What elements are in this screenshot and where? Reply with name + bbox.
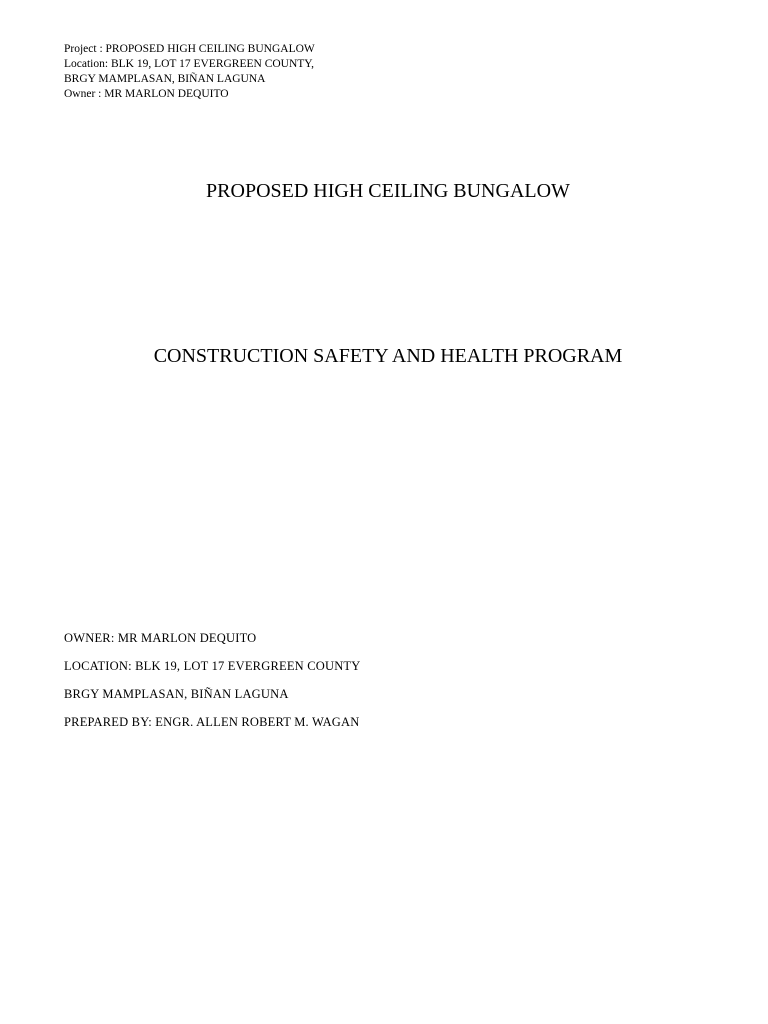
header-project: Project : PROPOSED HIGH CEILING BUNGALOW: [64, 43, 315, 55]
header-owner: Owner : MR MARLON DEQUITO: [64, 88, 229, 100]
document-header: [64, 42, 315, 102]
header-location-line2: BRGY MAMPLASAN, BIÑAN LAGUNA: [64, 73, 266, 85]
project-title: PROPOSED HIGH CEILING BUNGALOW: [206, 180, 570, 202]
details-owner: OWNER: MR MARLON DEQUITO: [64, 631, 257, 645]
header-location-line1: Location: BLK 19, LOT 17 EVERGREEN COUNTY,: [64, 58, 315, 70]
details-prepared-by: PREPARED BY: ENGR. ALLEN ROBERT M. WAGAN: [64, 715, 360, 729]
details-location: LOCATION: BLK 19, LOT 17 EVERGREEN COUNTY: [64, 659, 361, 673]
details-barangay: BRGY MAMPLASAN, BIÑAN LAGUNA: [64, 687, 289, 701]
program-title: CONSTRUCTION SAFETY AND HEALTH PROGRAM: [153, 345, 623, 367]
details-block: [64, 630, 361, 742]
